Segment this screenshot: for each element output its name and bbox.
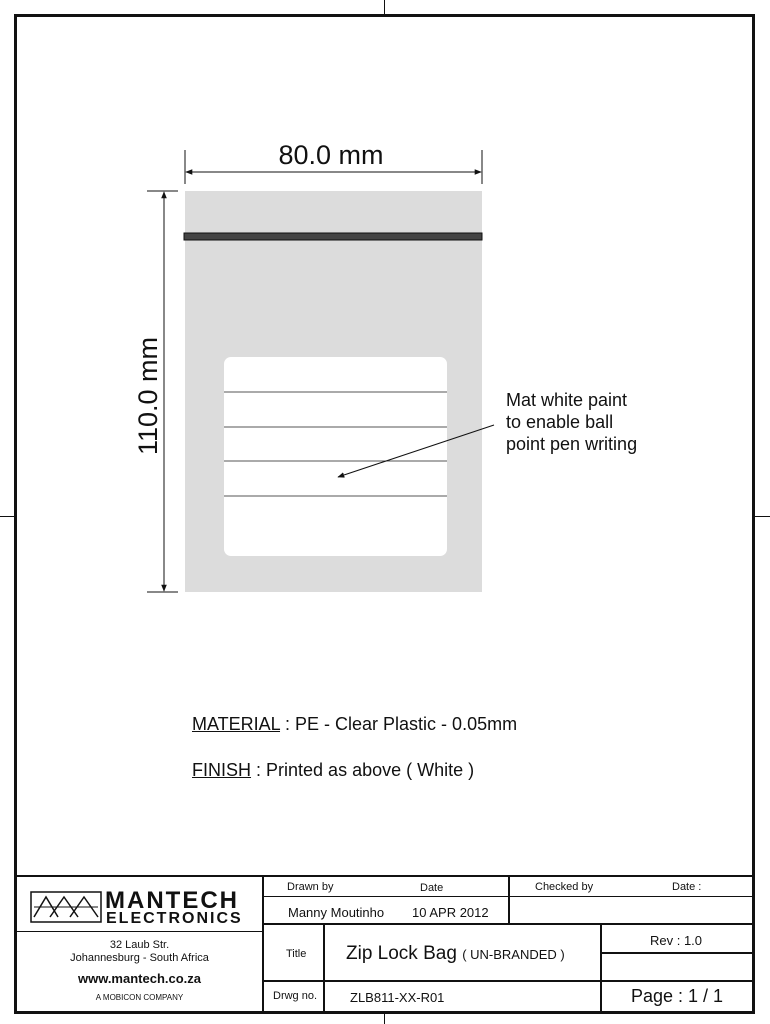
page-number: Page : 1 / 1 [631, 986, 724, 1006]
revision: Rev : 1.0 [650, 933, 703, 948]
company-subname: ELECTRONICS [106, 910, 243, 927]
grid-line [262, 980, 755, 982]
title-block [17, 877, 755, 1014]
title-block-divider [262, 877, 264, 1014]
paint-note: Mat white paint to enable ball point pen writing [506, 390, 638, 454]
drawing-number: ZLB811-XX-R01 [350, 990, 445, 1005]
material-value: : PE - Clear Plastic - 0.05mm [280, 714, 518, 734]
grid-line [323, 924, 325, 1014]
company-name: MANTECH [105, 887, 239, 914]
finish-key: FINISH [192, 760, 252, 780]
drawn-by-label: Drawn by [287, 881, 334, 893]
material-key: MATERIAL [192, 714, 281, 734]
finish-value: : Printed as above ( White ) [251, 760, 475, 780]
height-dimension-label: 110.0 mm [133, 336, 163, 456]
title-block-top-border [14, 875, 755, 877]
company-divider [17, 931, 262, 932]
drawn-by-value: Manny Moutinho [288, 905, 385, 920]
writing-panel [224, 357, 447, 556]
grid-line [602, 952, 755, 954]
drawing-title-main: Zip Lock Bag [346, 943, 457, 964]
grid-line [508, 877, 510, 924]
date-label: Date [420, 882, 444, 894]
drawing-title-sub: ( UN-BRANDED ) [462, 947, 565, 962]
drawing-number-label: Drwg no. [273, 990, 318, 1002]
checked-date-label: Date : [672, 881, 702, 893]
zip-seal [184, 233, 482, 240]
grid-line [600, 924, 602, 1014]
width-dimension-label: 80.0 mm [278, 140, 384, 170]
material-spec [192, 714, 517, 735]
drawing-title [346, 943, 565, 965]
company-website: www.mantech.co.za [77, 971, 202, 986]
finish-spec [192, 760, 474, 781]
parent-company: A MOBICON COMPANY [95, 993, 184, 1002]
address-line-1: 32 Laub Str. [109, 939, 170, 951]
address-line-2: Johannesburg - South Africa [70, 952, 209, 964]
date-value: 10 APR 2012 [412, 905, 489, 920]
checked-by-label: Checked by [535, 881, 594, 893]
title-label: Title [286, 948, 307, 960]
mantech-logo [30, 891, 102, 923]
